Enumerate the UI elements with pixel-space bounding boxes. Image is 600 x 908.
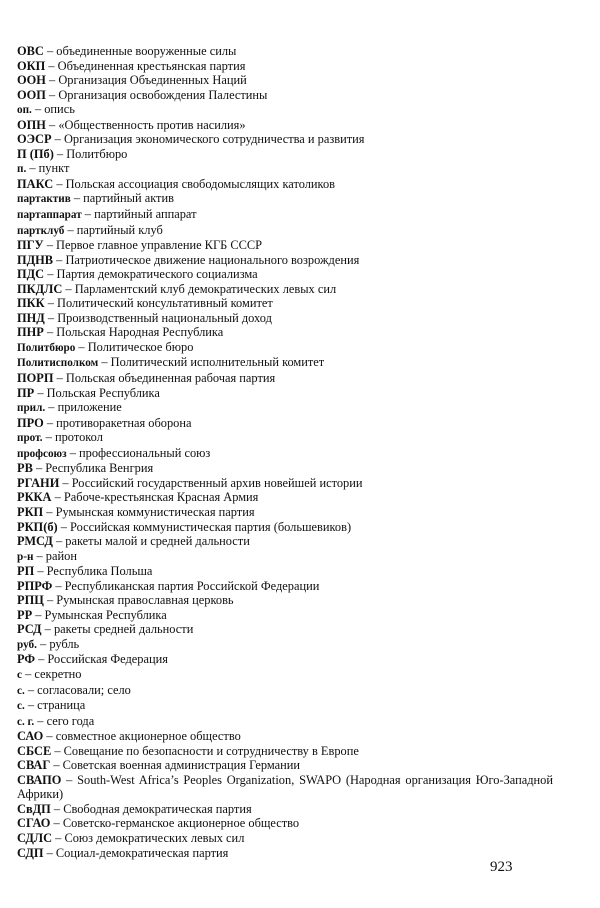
abbreviation-entry [17, 667, 553, 683]
abbreviation-entry [17, 177, 553, 192]
abbreviation-entry [17, 238, 553, 253]
abbreviation-definition: Польская ассоциация свободомыслящих католиков [65, 176, 335, 191]
abbreviation-separator: – [51, 132, 64, 147]
abbreviation-term: ПНР [17, 325, 44, 340]
abbreviation-separator: – [70, 191, 84, 206]
abbreviation-term: СДЛС [17, 830, 53, 845]
abbreviation-definition: партийный актив [83, 191, 174, 206]
abbreviation-term: прот. [17, 432, 43, 445]
abbreviation-separator: – [81, 207, 95, 222]
abbreviation-entry [17, 446, 553, 462]
abbreviation-definition: сего года [46, 713, 95, 728]
abbreviation-definition: Российская Федерация [47, 652, 168, 667]
abbreviation-definition: протокол [54, 430, 103, 445]
abbreviation-term: СДП [17, 845, 44, 860]
abbreviation-term: СВАГ [17, 758, 51, 773]
abbreviation-separator: – [26, 161, 39, 176]
abbreviation-entry [17, 416, 553, 431]
abbreviation-entry [17, 714, 553, 730]
abbreviation-definition: Польская объединенная рабочая партия [65, 371, 276, 386]
abbreviation-entry [17, 637, 553, 653]
abbreviation-separator: – [50, 816, 63, 831]
abbreviation-entry [17, 59, 553, 74]
abbreviation-entry [17, 386, 553, 401]
abbreviation-entry [17, 73, 553, 88]
abbreviation-definition: Республиканская партия Российской Федерации [64, 578, 320, 593]
abbreviation-separator: – [53, 371, 66, 386]
abbreviation-term: ОЭСР [17, 132, 52, 147]
abbreviation-entry [17, 549, 553, 565]
abbreviation-definition: Социал-демократическая партия [55, 845, 229, 860]
abbreviation-separator: – [45, 73, 59, 88]
abbreviation-separator: – [45, 117, 59, 132]
abbreviation-term: руб. [17, 638, 37, 651]
abbreviation-entry [17, 161, 553, 177]
abbreviation-entry [17, 461, 553, 476]
abbreviation-separator: – [33, 548, 46, 563]
abbreviation-entry [17, 802, 553, 817]
abbreviation-entry [17, 816, 553, 831]
abbreviation-entry [17, 683, 553, 699]
abbreviation-definition: Польская Республика [46, 385, 160, 400]
abbreviation-definition: ракеты малой и средней дальности [65, 534, 250, 549]
abbreviation-entry [17, 520, 553, 535]
abbreviation-definition: Политбюро [66, 146, 128, 161]
abbreviation-separator: – [43, 44, 57, 58]
abbreviation-definition: Объединенная крестьянская партия [57, 58, 246, 73]
abbreviation-entry [17, 118, 553, 133]
abbreviation-term: ООП [17, 87, 46, 102]
abbreviation-definition: пункт [38, 161, 70, 176]
abbreviation-separator: – [57, 519, 71, 534]
abbreviation-term: ОВС [17, 44, 44, 58]
abbreviation-term: ПАКС [17, 176, 54, 191]
abbreviation-definition: партийный клуб [76, 222, 163, 237]
abbreviation-separator: – [44, 310, 58, 325]
abbreviation-separator: – [98, 355, 111, 370]
abbreviation-term: р-н [17, 550, 34, 563]
abbreviation-term: с. [17, 684, 25, 697]
abbreviation-term: РПЦ [17, 593, 44, 608]
abbreviation-separator: – [43, 504, 56, 519]
abbreviation-separator: – [43, 238, 57, 253]
abbreviation-term: оп. [17, 104, 32, 117]
abbreviation-definition: профессиональный союз [79, 445, 211, 460]
abbreviation-entry [17, 253, 553, 268]
abbreviation-definition: Российский государственный архив новейшей истории [71, 475, 363, 490]
abbreviation-term: РККА [17, 490, 52, 505]
abbreviation-separator: – [35, 652, 48, 667]
abbreviation-entry [17, 534, 553, 549]
abbreviation-entry [17, 282, 553, 297]
abbreviation-separator: – [64, 222, 77, 237]
abbreviation-definition: South-West Africa’s Peoples Organization, SWAPO (Народная организация Юго-Западной Африки) [17, 772, 554, 802]
abbreviation-term: п. [17, 163, 27, 176]
abbreviation-separator: – [61, 772, 78, 787]
abbreviation-term: профсоюз [17, 447, 67, 460]
abbreviation-term: СГАО [17, 816, 51, 831]
page-number: 923 [490, 859, 513, 875]
abbreviation-entry [17, 340, 553, 356]
abbreviation-term: РР [17, 607, 33, 622]
abbreviation-term: ПГУ [17, 238, 44, 253]
abbreviation-definition: Партия демократического социализма [56, 267, 258, 282]
abbreviation-definition: Рабоче-крестьянская Красная Армия [63, 490, 259, 505]
abbreviation-term: РФ [17, 652, 35, 667]
abbreviation-separator: – [52, 534, 66, 549]
abbreviation-definition: Политический исполнительный комитет [110, 355, 325, 370]
abbreviation-separator: – [32, 607, 45, 622]
abbreviation-entry [17, 758, 553, 773]
abbreviation-definition: Организация освобождения Палестины [58, 87, 268, 102]
abbreviation-separator: – [45, 400, 58, 415]
abbreviation-separator: – [44, 296, 57, 311]
abbreviation-term: ПР [17, 385, 35, 400]
abbreviation-term: П (Пб) [17, 146, 54, 161]
abbreviation-separator: – [53, 146, 67, 161]
abbreviation-separator: – [31, 102, 45, 117]
abbreviation-entry [17, 729, 553, 744]
abbreviation-separator: – [21, 666, 35, 681]
abbreviation-separator: – [36, 636, 50, 651]
abbreviation-definition: Румынская коммунистическая партия [55, 504, 255, 519]
abbreviation-separator: – [51, 490, 64, 505]
abbreviation-definition: «Общественность против насилия» [58, 117, 246, 132]
abbreviation-separator: – [43, 415, 57, 430]
abbreviation-entry [17, 622, 553, 637]
abbreviation-entry [17, 355, 553, 371]
abbreviation-definition: Свободная демократическая партия [63, 801, 252, 816]
abbreviation-separator: – [43, 325, 57, 340]
abbreviation-separator: – [34, 385, 47, 400]
abbreviation-entry [17, 147, 553, 162]
abbreviation-separator: – [75, 339, 88, 354]
abbreviation-term: ОПН [17, 117, 46, 132]
abbreviation-separator: – [53, 176, 66, 191]
abbreviation-entry [17, 831, 553, 846]
abbreviation-entry [17, 430, 553, 446]
abbreviation-separator: – [34, 564, 47, 579]
abbreviation-term: ООН [17, 73, 46, 88]
abbreviation-definition: Организация Объединенных Наций [58, 73, 247, 88]
abbreviation-entry [17, 400, 553, 416]
abbreviation-entry [17, 490, 553, 505]
abbreviation-entry [17, 267, 553, 282]
abbreviation-term: РСД [17, 622, 42, 637]
abbreviation-definition: Производственный национальный доход [57, 310, 272, 325]
abbreviation-entry [17, 593, 553, 608]
abbreviation-definition: объединенные вооруженные силы [56, 44, 237, 58]
abbreviation-term: ПДНВ [17, 252, 54, 267]
abbreviation-separator: – [43, 729, 56, 744]
abbreviation-definition: ракеты средней дальности [53, 622, 194, 637]
abbreviation-definition: противоракетная оборона [56, 415, 192, 430]
abbreviation-term: ПНД [17, 310, 45, 325]
abbreviation-entry [17, 505, 553, 520]
abbreviation-separator: – [45, 58, 58, 73]
abbreviation-definition: Румынская Республика [44, 607, 167, 622]
abbreviation-separator: – [43, 845, 56, 860]
abbreviation-entry [17, 773, 553, 802]
abbreviation-term: РПРФ [17, 578, 53, 593]
abbreviation-entry [17, 223, 553, 239]
abbreviation-definition: Российская коммунистическая партия (большевиков) [70, 519, 352, 534]
abbreviation-separator: – [62, 281, 75, 296]
abbreviation-term: ОКП [17, 58, 46, 73]
abbreviation-term: СБСЕ [17, 743, 52, 758]
abbreviation-definition: опись [44, 102, 75, 117]
abbreviation-separator: – [34, 713, 47, 728]
abbreviation-entry [17, 564, 553, 579]
abbreviation-definition: Советско-германское акционерное общество [62, 816, 300, 831]
abbreviation-term: САО [17, 729, 44, 744]
abbreviation-term: партаппарат [17, 209, 82, 222]
abbreviation-entry [17, 311, 553, 326]
abbreviation-separator: – [44, 267, 57, 282]
abbreviation-term: РП [17, 564, 35, 579]
abbreviation-entry [17, 371, 553, 386]
abbreviation-definition: Первое главное управление КГБ СССР [56, 238, 263, 253]
abbreviation-definition: Организация экономического сотрудничества и развития [63, 132, 365, 147]
abbreviation-term: ПДС [17, 267, 45, 282]
abbreviation-term: с. г. [17, 715, 35, 728]
abbreviation-definition: рубль [49, 636, 80, 651]
abbreviation-entry [17, 102, 553, 118]
abbreviation-definition: Румынская православная церковь [56, 593, 234, 608]
abbreviation-term: партклуб [17, 224, 65, 237]
abbreviation-separator: – [24, 698, 38, 713]
abbreviation-separator: – [42, 430, 55, 445]
abbreviation-term: Политисполком [17, 357, 99, 370]
abbreviation-definition: Политическое бюро [87, 339, 194, 354]
abbreviation-definition: Союз демократических левых сил [64, 830, 245, 845]
abbreviation-definition: Патриотическое движение национального возрождения [65, 252, 360, 267]
abbreviation-definition: страница [37, 698, 86, 713]
abbreviation-entry [17, 698, 553, 714]
abbreviation-term: с. [17, 700, 25, 713]
abbreviation-definition: район [45, 548, 77, 563]
abbreviation-term: РГАНИ [17, 475, 60, 490]
abbreviation-separator: – [53, 252, 66, 267]
abbreviation-definition: Республика Венгрия [45, 461, 154, 476]
abbreviation-entry [17, 608, 553, 623]
abbreviation-term: прил. [17, 402, 46, 415]
abbreviation-term: ПКДЛС [17, 281, 63, 296]
abbreviation-entry [17, 44, 553, 59]
abbreviation-separator: – [66, 445, 79, 460]
abbreviation-list [17, 44, 553, 860]
abbreviation-definition: Парламентский клуб демократических левых сил [74, 281, 337, 296]
abbreviation-entry [17, 207, 553, 223]
abbreviation-separator: – [51, 743, 64, 758]
abbreviation-separator: – [50, 758, 63, 773]
abbreviation-definition: партийный аппарат [94, 207, 197, 222]
abbreviation-entry [17, 132, 553, 147]
abbreviation-separator: – [43, 593, 57, 608]
abbreviation-entry [17, 846, 553, 861]
abbreviation-term: СВАПО [17, 772, 62, 787]
abbreviation-term: РМСД [17, 534, 53, 549]
abbreviation-term: ПКК [17, 296, 45, 311]
abbreviation-separator: – [32, 461, 46, 476]
abbreviation-separator: – [52, 830, 65, 845]
abbreviation-definition: Советская военная администрация Германии [62, 758, 300, 773]
abbreviation-separator: – [59, 475, 72, 490]
abbreviation-entry [17, 476, 553, 491]
abbreviation-separator: – [41, 622, 54, 637]
abbreviation-term: РКП [17, 504, 44, 519]
abbreviation-entry [17, 579, 553, 594]
abbreviation-separator: – [24, 682, 38, 697]
abbreviation-entry [17, 744, 553, 759]
abbreviation-term: Политбюро [17, 341, 76, 354]
abbreviation-definition: согласовали; село [37, 682, 131, 697]
abbreviation-term: ПРО [17, 415, 44, 430]
abbreviation-entry [17, 296, 553, 311]
abbreviation-term: РКП(б) [17, 519, 58, 534]
abbreviation-term: партактив [17, 193, 71, 206]
abbreviation-definition: Совещание по безопасности и сотрудничеству в Европе [63, 743, 359, 758]
abbreviation-term: РВ [17, 461, 33, 476]
abbreviation-entry [17, 191, 553, 207]
abbreviation-entry [17, 652, 553, 667]
abbreviation-separator: – [45, 87, 59, 102]
abbreviation-definition: приложение [57, 400, 122, 415]
abbreviation-definition: Политический консультативный комитет [57, 296, 273, 311]
abbreviation-definition: секретно [34, 666, 82, 681]
abbreviation-definition: Польская Народная Республика [56, 325, 224, 340]
abbreviation-term: с [17, 668, 22, 681]
abbreviation-definition: Республика Польша [46, 564, 153, 579]
abbreviation-term: ПОРП [17, 371, 54, 386]
abbreviation-entry [17, 325, 553, 340]
abbreviation-entry [17, 88, 553, 103]
abbreviation-term: СвДП [17, 801, 51, 816]
abbreviation-separator: – [52, 578, 65, 593]
abbreviation-separator: – [50, 801, 64, 816]
abbreviation-definition: совместное акционерное общество [55, 729, 241, 744]
